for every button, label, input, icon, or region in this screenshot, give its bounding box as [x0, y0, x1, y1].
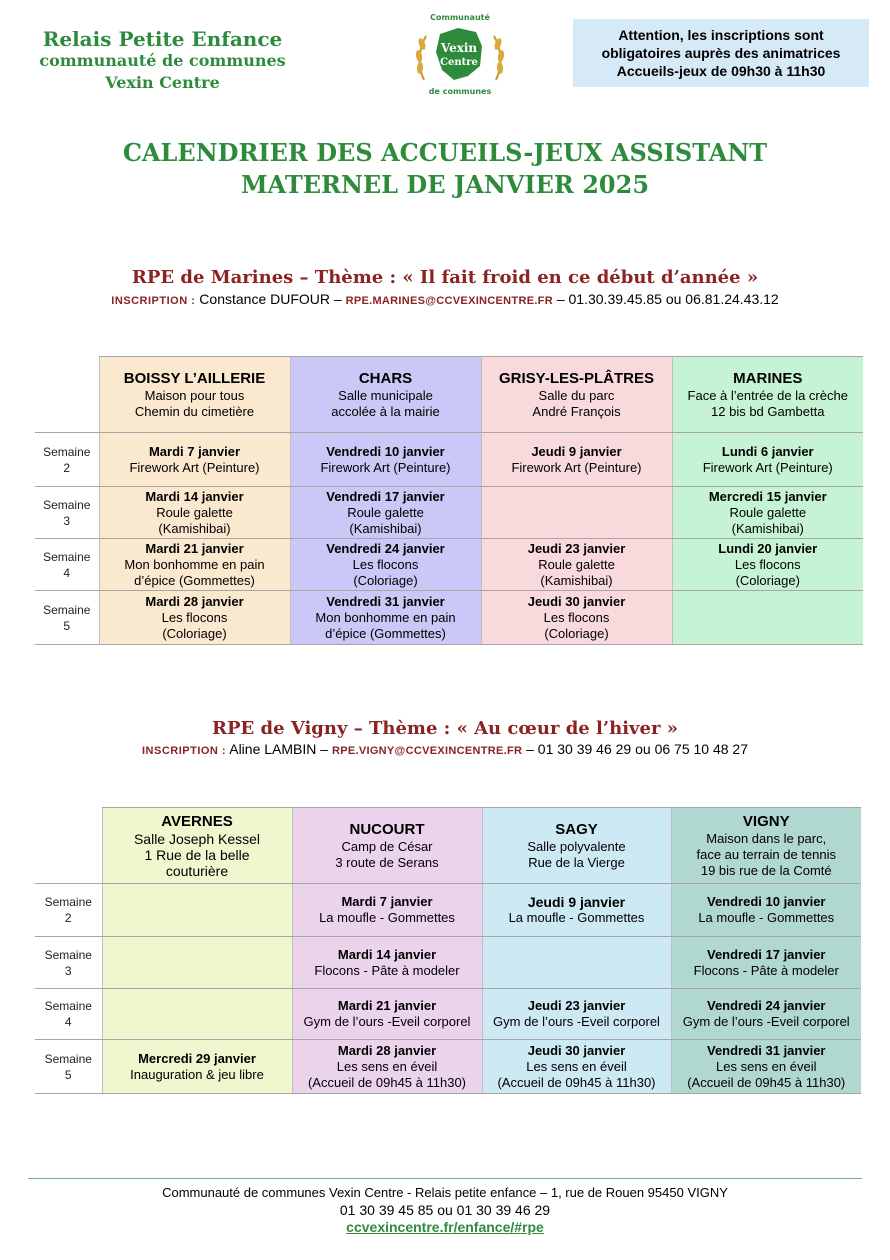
marines-heading: RPE de Marines – Thème : « Il fait froid en ce début d’année »: [131, 267, 759, 288]
column-address: couturière: [165, 862, 229, 879]
week-label: Semaine 4: [35, 539, 99, 591]
week-label: Semaine 2: [35, 884, 102, 937]
vigny-phone: – 01 30 39 46 29 ou 06 75 10 48 27: [526, 741, 748, 757]
logo-text-vexin: Vexin: [440, 41, 478, 55]
vigny-calendar-table: [35, 807, 861, 1094]
marines-inscription-label: INSCRIPTION :: [111, 295, 196, 307]
activity-cell: Mardi 14 janvier Flocons - Pâte à modeler: [292, 937, 482, 989]
column-name: AVERNES: [161, 812, 233, 830]
column-address: Salle du parc: [538, 387, 615, 403]
column-header-nucourt: [292, 808, 482, 884]
column-address: Salle Joseph Kessel: [133, 830, 261, 847]
page-title-line-1: CALENDRIER DES ACCUEILS-JEUX ASSISTANT: [122, 138, 768, 167]
org-line-3: Vexin Centre: [105, 73, 220, 92]
column-header-sagy: [482, 808, 671, 884]
activity-cell: Mardi 21 janvier Mon bonhomme en pain d’épice (Gommettes): [99, 539, 290, 591]
column-header-boissy: [99, 357, 290, 433]
logo-text-centre: Centre: [440, 57, 478, 68]
column-header-vigny: [671, 808, 861, 884]
column-address: 1 Rue de la belle: [144, 846, 250, 863]
activity-cell: Mardi 7 janvier Firework Art (Peinture): [99, 433, 290, 487]
column-header-marines: [672, 357, 863, 433]
column-address: André François: [532, 403, 621, 419]
column-address: Face à l’entrée de la crèche: [687, 387, 848, 403]
activity-cell: Vendredi 17 janvier Flocons - Pâte à modeler: [671, 937, 861, 989]
notice-line-1: Attention, les inscriptions sont: [618, 27, 824, 43]
marines-email-link[interactable]: RPE.MARINES@CCVEXINCENTRE.FR: [345, 295, 553, 307]
footer-website-link[interactable]: ccvexincentre.fr/enfance/#rpe: [346, 1219, 544, 1235]
activity-cell: Mercredi 15 janvier Roule galette (Kamishibai): [672, 487, 863, 539]
column-address: 3 route de Serans: [335, 854, 439, 870]
activity-cell: Lundi 6 janvier Firework Art (Peinture): [672, 433, 863, 487]
activity-cell: Jeudi 9 janvier Firework Art (Peinture): [481, 433, 672, 487]
column-header-chars: [290, 357, 481, 433]
activity-cell: Vendredi 24 janvier Les flocons (Coloriage): [290, 539, 481, 591]
activity-cell: Vendredi 31 janvier Mon bonhomme en pain d’épice (Gommettes): [290, 591, 481, 645]
activity-cell: [482, 937, 671, 989]
column-address: Maison dans le parc,: [706, 830, 827, 846]
column-name: CHARS: [358, 369, 413, 387]
activity-cell: Lundi 20 janvier Les flocons (Coloriage): [672, 539, 863, 591]
footer-phones: 01 30 39 45 85 ou 01 30 39 46 29: [339, 1202, 551, 1218]
week-label: Semaine 5: [35, 1040, 102, 1094]
activity-cell: Vendredi 10 janvier La moufle - Gommettes: [671, 884, 861, 937]
column-address: Maison pour tous: [144, 387, 245, 403]
column-address: face au terrain de tennis: [696, 846, 836, 862]
registration-notice: [573, 19, 869, 87]
marines-phone: – 01.30.39.45.85 ou 06.81.24.43.12: [556, 291, 779, 307]
vigny-inscription-label: INSCRIPTION :: [141, 745, 227, 757]
week-label: Semaine 3: [35, 937, 102, 989]
logo-text-top: Communauté: [430, 13, 490, 22]
org-line-1: Relais Petite Enfance: [42, 27, 283, 51]
column-address: Rue de la Vierge: [528, 854, 625, 870]
notice-line-3: Accueils-jeux de 09h30 à 11h30: [616, 63, 826, 79]
week-label: Semaine 2: [35, 433, 99, 487]
activity-cell: Mardi 21 janvier Gym de l’ours -Eveil corporel: [292, 989, 482, 1040]
marines-calendar-table: [35, 356, 863, 645]
activity-cell: [102, 989, 292, 1040]
table-row: [35, 937, 861, 989]
table-corner: [35, 808, 102, 884]
marines-inscription: [0, 291, 890, 307]
activity-cell: [102, 884, 292, 937]
week-label: Semaine 3: [35, 487, 99, 539]
activity-cell: Jeudi 9 janvier La moufle - Gommettes: [482, 884, 671, 937]
activity-cell: [672, 591, 863, 645]
table-row: [35, 884, 861, 937]
org-line-2: communauté de communes: [39, 51, 286, 70]
column-name: SAGY: [555, 820, 598, 838]
activity-cell: [102, 937, 292, 989]
notice-line-2: obligatoires auprès des animatrices: [601, 45, 841, 61]
footer-url-wrap: [0, 1219, 890, 1235]
footer-address: Communauté de communes Vexin Centre - Relais petite enfance – 1, rue de Rouen 95450 VIGNY: [162, 1185, 728, 1200]
page-title: [0, 137, 890, 201]
activity-cell: Jeudi 23 janvier Gym de l’ours -Eveil corporel: [482, 989, 671, 1040]
column-address: 12 bis bd Gambetta: [711, 403, 825, 419]
column-name: VIGNY: [742, 812, 790, 830]
week-label: Semaine 5: [35, 591, 99, 645]
column-name: NUCOURT: [349, 820, 425, 838]
vigny-email-link[interactable]: RPE.VIGNY@CCVEXINCENTRE.FR: [331, 745, 523, 757]
vexin-centre-logo: [410, 10, 510, 100]
activity-cell: Jeudi 30 janvier Les sens en éveil (Accueil de 09h45 à 11h30): [482, 1040, 671, 1094]
activity-cell: Mardi 7 janvier La moufle - Gommettes: [292, 884, 482, 937]
table-row: [35, 591, 863, 645]
table-row: [35, 1040, 861, 1094]
activity-cell: Jeudi 23 janvier Roule galette (Kamishibai): [481, 539, 672, 591]
activity-cell: Mercredi 29 janvier Inauguration & jeu libre: [102, 1040, 292, 1094]
week-label: Semaine 4: [35, 989, 102, 1040]
column-name: GRISY-LES-PLÂTRES: [498, 369, 655, 387]
page-title-line-2: MATERNEL DE JANVIER 2025: [240, 170, 650, 199]
footer-divider: [28, 1178, 862, 1179]
vigny-contact-name: Aline LAMBIN –: [229, 741, 329, 757]
column-address: Salle municipale: [338, 387, 433, 403]
activity-cell: Vendredi 24 janvier Gym de l’ours -Eveil corporel: [671, 989, 861, 1040]
column-address: accolée à la mairie: [331, 403, 440, 419]
column-address: Chemin du cimetière: [134, 403, 255, 419]
vigny-inscription: [0, 741, 890, 757]
activity-cell: Mardi 28 janvier Les sens en éveil (Accueil de 09h45 à 11h30): [292, 1040, 482, 1094]
vigny-heading: RPE de Vigny – Thème : « Au cœur de l’hiver »: [212, 718, 678, 739]
vigny-header-row: [35, 808, 861, 884]
activity-cell: Mardi 28 janvier Les flocons (Coloriage): [99, 591, 290, 645]
table-row: [35, 433, 863, 487]
column-header-avernes: [102, 808, 292, 884]
marines-header-row: [35, 357, 863, 433]
table-row: [35, 989, 861, 1040]
column-address: 19 bis rue de la Comté: [700, 862, 832, 878]
activity-cell: Vendredi 31 janvier Les sens en éveil (Accueil de 09h45 à 11h30): [671, 1040, 861, 1094]
column-name: BOISSY L’AILLERIE: [123, 369, 266, 387]
marines-contact-name: Constance DUFOUR –: [199, 291, 342, 307]
activity-cell: [481, 487, 672, 539]
table-corner: [35, 357, 99, 433]
activity-cell: Vendredi 17 janvier Roule galette (Kamishibai): [290, 487, 481, 539]
activity-cell: Jeudi 30 janvier Les flocons (Coloriage): [481, 591, 672, 645]
column-header-grisy: [481, 357, 672, 433]
column-name: MARINES: [733, 369, 803, 387]
column-address: Camp de César: [341, 838, 433, 854]
column-address: Salle polyvalente: [527, 838, 626, 854]
table-row: [35, 487, 863, 539]
activity-cell: Vendredi 10 janvier Firework Art (Peinture): [290, 433, 481, 487]
organization-name: [30, 28, 295, 94]
activity-cell: Mardi 14 janvier Roule galette (Kamishibai): [99, 487, 290, 539]
logo-text-bottom: de communes: [428, 87, 492, 96]
table-row: [35, 539, 863, 591]
